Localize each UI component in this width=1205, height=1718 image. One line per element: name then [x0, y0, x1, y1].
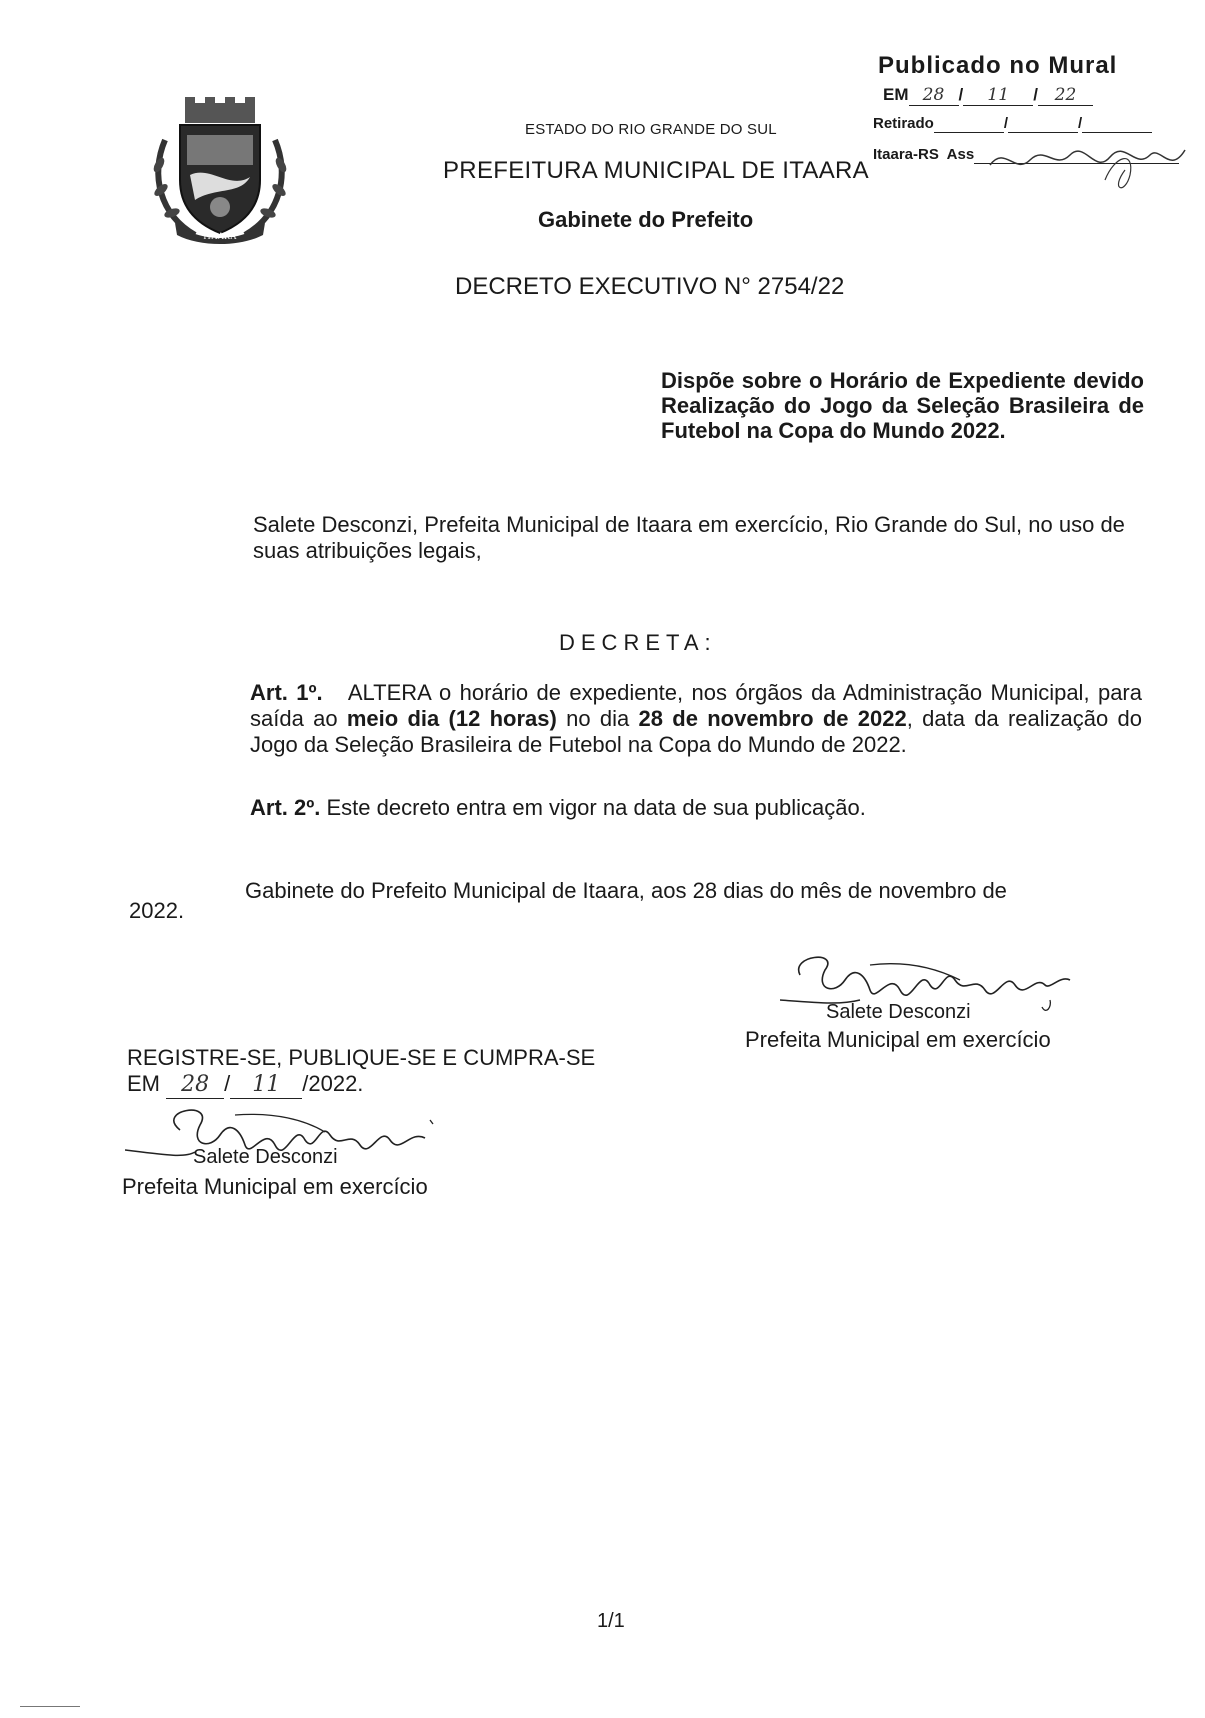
article-1-bold-1: meio dia (12 horas) [346, 706, 557, 731]
stamp-retirado: Retirado / / [873, 115, 1152, 133]
municipal-coat-of-arms [145, 95, 295, 245]
stamp-ass-label: Ass [946, 146, 975, 163]
article-1-text-1: ALTERA o horário de expediente, nos órgãos da Administração Municipal, para saída ao [250, 680, 1142, 731]
prefecture-name: PREFEITURA MUNICIPAL DE ITAARA [443, 157, 869, 184]
signature-1-name: Salete Desconzi [826, 1001, 971, 1023]
stamp-title: Publicado no Mural [878, 52, 1118, 79]
signature-2-role: Prefeita Municipal em exercício [122, 1174, 428, 1199]
article-1-label: Art. 1º. [250, 680, 323, 705]
article-2-label: Art. 2º. [250, 795, 321, 820]
stamp-month: 11 [963, 85, 1033, 106]
article-2 [250, 795, 866, 821]
signature-2-name: Salete Desconzi [193, 1146, 338, 1168]
crest-motto: ITAARA [203, 231, 237, 241]
stamp-em-label: EM [883, 85, 909, 104]
stamp-retirado-label: Retirado [873, 115, 934, 132]
page-number: 1/1 [597, 1610, 625, 1632]
stamp-day: 28 [909, 85, 959, 106]
office-name: Gabinete do Prefeito [538, 207, 754, 232]
decreta-heading: DECRETA: [559, 630, 717, 655]
footer-divider [20, 1706, 80, 1707]
register-year: /2022. [302, 1071, 364, 1096]
closing-year: 2022. [129, 898, 185, 923]
register-em-label: EM [127, 1071, 160, 1096]
article-2-text: Este decreto entra em vigor na data de sua publicação. [320, 795, 866, 820]
stamp-year: 22 [1038, 85, 1093, 106]
article-1-bold-2: 28 de novembro de 2022 [638, 706, 907, 731]
register-line: REGISTRE-SE, PUBLIQUE-SE E CUMPRA-SE [127, 1045, 596, 1070]
stamp-date: EM 28 / 11 / 22 [883, 85, 1093, 106]
stamp-itaara-label: Itaara-RS [873, 146, 939, 163]
article-1-text-2: no dia [556, 706, 639, 731]
decree-summary: Dispõe sobre o Horário de Expediente devido Realização do Jogo da Seleção Brasileira de Futebol na Copa do Mundo 2022. [661, 368, 1144, 443]
register-date: EM 28 / 11 /2022. [127, 1071, 364, 1097]
stamp-signature-scribble [985, 135, 1200, 205]
preamble-paragraph [140, 512, 1145, 564]
register-day: 28 [166, 1072, 224, 1099]
register-month: 11 [230, 1072, 302, 1099]
decree-title: DECRETO EXECUTIVO N° 2754/22 [455, 273, 845, 300]
register-block [127, 1045, 595, 1099]
preamble-text: Salete Desconzi, Prefeita Municipal de Itaara em exercício, Rio Grande do Sul, no uso de suas atribuições legais, [253, 512, 1125, 563]
article-1 [132, 680, 1142, 758]
closing-text: Gabinete do Prefeito Municipal de Itaara, aos 28 dias do mês de novembro de [245, 878, 1007, 903]
signature-1-role: Prefeita Municipal em exercício [745, 1027, 1051, 1052]
article-1-text-3: , data da realização do Jogo da Seleção Brasileira de Futebol na Copa do Mundo de 2022. [250, 706, 1142, 757]
state-name: ESTADO DO RIO GRANDE DO SUL [525, 121, 777, 138]
